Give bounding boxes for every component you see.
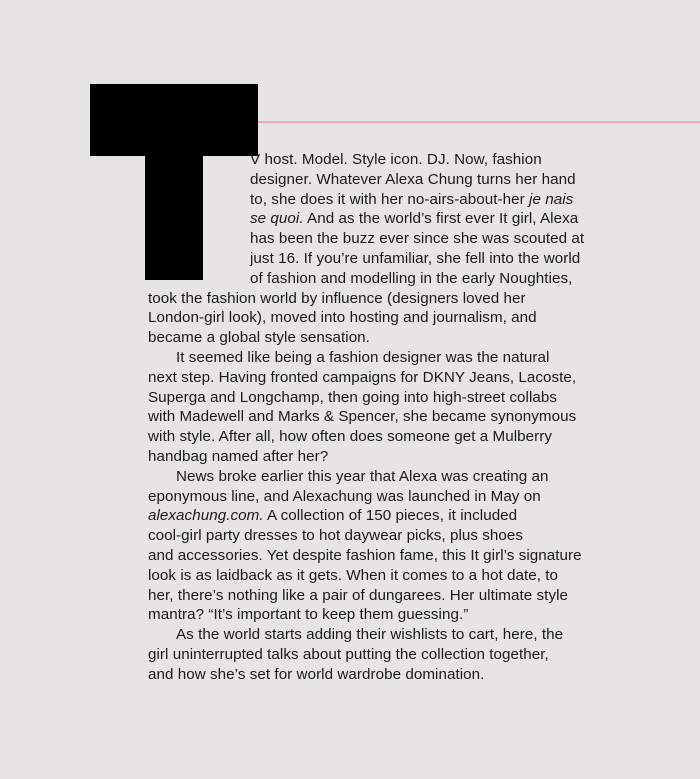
article-line bbox=[148, 467, 618, 487]
article-line bbox=[148, 566, 618, 586]
line-text: V host. Model. Style icon. DJ. Now, fashion bbox=[250, 151, 542, 168]
line-text: girl uninterrupted talks about putting the collection together, bbox=[148, 645, 549, 663]
line-text: her, there’s nothing like a pair of dungarees. Her ultimate style bbox=[148, 586, 569, 604]
line-text: with style. After all, how often does someone get a Mulberry bbox=[148, 428, 552, 446]
article-line bbox=[148, 407, 618, 427]
italic-text: alexachung.com. bbox=[148, 507, 264, 525]
line-text: with Madewell and Marks & Spencer, she became synonymous bbox=[148, 408, 577, 426]
line-text: just 16. If you’re unfamiliar, she fell into the world bbox=[250, 249, 581, 267]
article-line bbox=[148, 269, 618, 289]
article-line bbox=[148, 546, 618, 566]
line-text: As the world starts adding their wishlists to cart, here, the bbox=[176, 626, 564, 644]
italic-text: se quoi. bbox=[250, 210, 304, 228]
line-text: Superga and Longchamp, then going into high-street collabs bbox=[148, 388, 558, 406]
line-text: mantra? “It’s important to keep them guessing.” bbox=[148, 606, 469, 624]
article-line bbox=[148, 170, 618, 190]
line-text: cool-girl party dresses to hot daywear picks, plus shoes bbox=[148, 527, 524, 545]
article-line bbox=[148, 209, 618, 229]
article-line bbox=[148, 229, 618, 249]
line-text: has been the buzz ever since she was scouted at bbox=[250, 230, 585, 248]
pink-rule bbox=[258, 121, 700, 123]
line-text: London-girl look), moved into hosting and journalism, and bbox=[148, 309, 537, 327]
line-text: designer. Whatever Alexa Chung turns her hand bbox=[250, 170, 576, 188]
article-line bbox=[148, 506, 618, 526]
line-text: to, she does it with her no-airs-about-her bbox=[250, 190, 530, 208]
article-line bbox=[148, 289, 618, 309]
line-text: look is as laidback as it gets. When it comes to a hot date, to bbox=[148, 566, 559, 584]
line-text: became a global style sensation. bbox=[148, 329, 370, 347]
line-text: A collection of 150 pieces, it included bbox=[263, 507, 518, 525]
article-line bbox=[148, 625, 618, 645]
article-line bbox=[148, 368, 618, 388]
line-text: and how she’s set for world wardrobe domination. bbox=[148, 665, 485, 683]
line-text: And as the world’s first ever It girl, Alexa bbox=[303, 210, 579, 228]
article-line bbox=[148, 328, 618, 348]
line-text: handbag named after her? bbox=[148, 447, 329, 465]
line-text: It seemed like being a fashion designer was the natural bbox=[176, 348, 550, 366]
article-line bbox=[148, 586, 618, 606]
line-text: and accessories. Yet despite fashion fame, this It girl’s signature bbox=[148, 546, 582, 564]
line-text: eponymous line, and Alexachung was launched in May on bbox=[148, 487, 541, 505]
article-line bbox=[148, 348, 618, 368]
article-line bbox=[148, 645, 618, 665]
article-body bbox=[148, 150, 618, 685]
italic-text: je nais bbox=[529, 190, 574, 208]
article-line bbox=[148, 605, 618, 625]
article-line bbox=[148, 150, 618, 170]
article-line bbox=[148, 526, 618, 546]
article-line bbox=[148, 190, 618, 210]
article-line bbox=[148, 388, 618, 408]
article-line bbox=[148, 249, 618, 269]
line-text: of fashion and modelling in the early Noughties, bbox=[250, 269, 573, 287]
article-line bbox=[148, 427, 618, 447]
line-text: took the fashion world by influence (designers loved her bbox=[148, 289, 526, 307]
article-line bbox=[148, 665, 618, 685]
article-line bbox=[148, 447, 618, 467]
article-line bbox=[148, 308, 618, 328]
article-line bbox=[148, 487, 618, 507]
line-text: next step. Having fronted campaigns for DKNY Jeans, Lacoste, bbox=[148, 368, 577, 386]
line-text: News broke earlier this year that Alexa was creating an bbox=[176, 467, 549, 485]
